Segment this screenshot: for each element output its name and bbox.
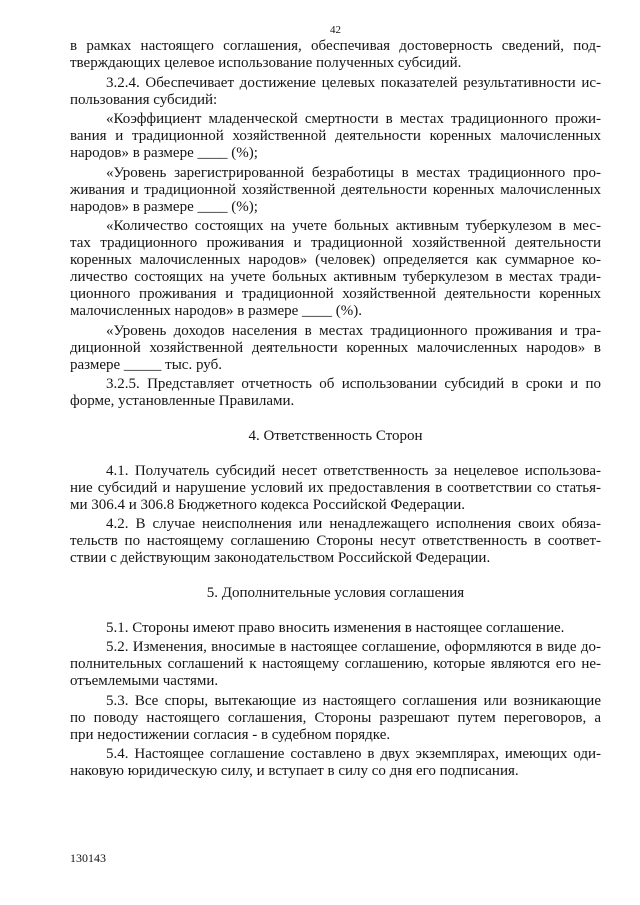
text-line: отъемлемыми частями. [70,673,219,689]
section-heading: 5. Дополнительные условия соглашения [206,585,465,601]
clause-paragraph [70,463,601,514]
clause-paragraph [70,376,601,410]
text-line: 5.4. Настоящее соглашение составлено в двух экземплярах, имеющих оди- [106,746,601,762]
text-line: 4.2. В случае неисполнения или ненадлежащего исполнения своих обяза- [106,516,601,532]
clause-paragraph [70,639,601,690]
text-line: тах традиционного проживания и традиционной хозяйственной деятельности [70,235,601,251]
text-line: в рамках настоящего соглашения, обеспечивая достоверность сведений, под- [70,38,601,54]
text-line: форме, установленные Правилами. [70,393,295,409]
clause-paragraph [70,111,601,162]
text-line: «Количество состоящих на учете больных активным туберкулезом в мес- [106,218,601,234]
text-line: ние субсидий и нарушение условий их предоставления в соответствии со статья- [70,479,601,496]
section [70,585,601,780]
footer-code: 130143 [70,851,106,865]
text-line: личество состоящих на учете больных активным туберкулезом в местах тради- [70,269,601,285]
text-line: наковую юридическую силу, и вступает в силу со дня его подписания. [70,763,519,779]
document-body [70,38,601,780]
text-line: вания и традиционной хозяйственной деятельности коренных малочисленных [70,128,601,144]
clause-paragraph [70,746,601,780]
carryover-paragraph [70,38,601,72]
clause-paragraph [70,516,601,567]
text-line: «Уровень зарегистрированной безработицы в местах традиционного про- [106,164,601,181]
page-number: 42 [330,24,341,36]
text-line: 5.2. Изменения, вносимые в настоящее соглашение, оформляются в виде до- [106,639,601,655]
text-line: 3.2.4. Обеспечивает достижение целевых показателей результативности ис- [106,74,601,91]
text-line: 5.1. Стороны имеют право вносить изменения в настоящее соглашение. [106,619,565,636]
clause-paragraph [70,165,601,216]
text-line: 3.2.5. Представляет отчетность об использовании субсидий в сроки и по [106,376,601,392]
clause-paragraph [70,323,601,374]
text-line: диционной хозяйственной деятельности коренных малочисленных народов» в [70,339,601,356]
text-line: народов» в размере ____ (%); [70,198,258,215]
text-line: коренных малочисленных народов» (человек) определяется как суммарное ко- [70,252,601,268]
clause-paragraph [70,218,601,320]
clause-paragraph [70,693,601,744]
text-line: малочисленных народов» в размере ____ (%). [70,303,362,319]
text-line: 5.3. Все споры, вытекающие из настоящего соглашения или возникающие [106,692,601,709]
text-line: живания и традиционной хозяйственной деятельности коренных малочисленных [70,181,601,198]
text-line: при недостижении согласия - в судебном порядке. [70,726,391,743]
section [70,428,601,567]
text-line: по поводу настоящего соглашения, Стороны разрешают путем переговоров, а [70,709,601,726]
text-line: «Коэффициент младенческой смертности в местах традиционного прожи- [106,111,601,127]
text-line: 4.1. Получатель субсидий несет ответственность за нецелевое использова- [106,462,601,479]
text-line: ствии с действующим законодательством Российской Федерации. [70,550,491,566]
text-line: ционного проживания и традиционной хозяйственной деятельности коренных [70,286,601,302]
text-line: тверждающих целевое использование полученных субсидий. [70,55,462,71]
text-line: пользования субсидий: [70,91,218,108]
text-line: размере _____ тыс. руб. [70,356,222,373]
text-line: народов» в размере ____ (%); [70,145,258,161]
clause-paragraph [70,75,601,109]
text-line: ми 306.4 и 306.8 Бюджетного кодекса Российской Федерации. [70,496,465,513]
clause-paragraph [70,620,601,637]
section-heading: 4. Ответственность Сторон [248,428,423,444]
text-line: тельств по настоящему соглашению Стороны несут ответственность в соответ- [70,533,601,549]
text-line: полнительных соглашений к настоящему соглашению, которые являются его не- [70,656,601,672]
text-line: «Уровень доходов населения в местах традиционного проживания и тра- [106,322,601,339]
